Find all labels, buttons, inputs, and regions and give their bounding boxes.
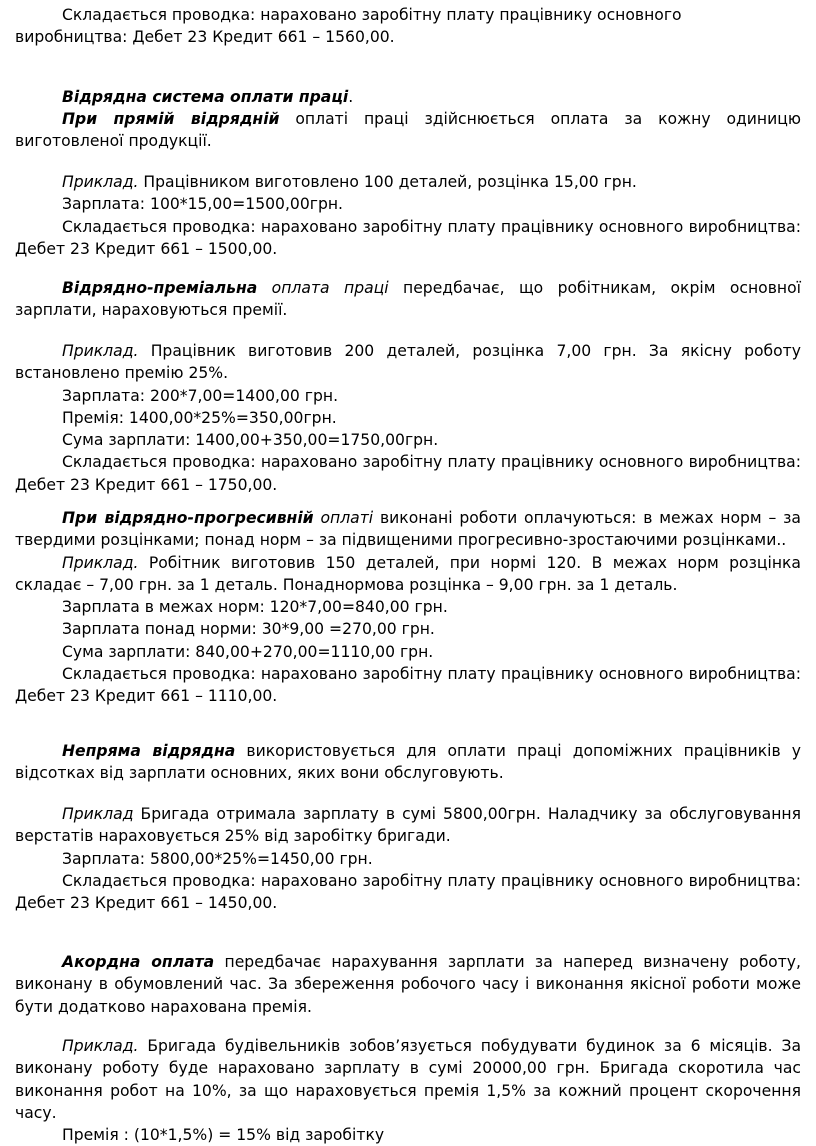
example-label: Приклад. [62,173,139,191]
term-piece-bonus: Відрядно-преміальна [62,279,258,297]
term-indirect-piecework: Непряма відрядна [62,742,236,760]
calc-line: Зарплата: 100*15,00=1500,00грн. [62,195,344,214]
example-text: Робітник виготовив 150 деталей, при нормі 120. В межах норм розцінка складає – 7,00 грн. за 1 деталь. Понаднормова розцінка – 9,00 грн. за 1 деталь. [15,553,801,594]
example-text: Бригада отримала зарплату в сумі 5800,00грн. Наладчику за обслуговування верстатів нараховується 25% від заробітку бригади. [15,805,801,846]
example-text: Бригада будівельників зобов’язується побудувати будинок за 6 місяців. За виконану роботу буде нараховано зарплату в сумі 20000,00 грн. Бригада скоротила час виконання робот на 10%, за що нараховується премія 1,5% за кожний процент скорочення часу. [15,1037,801,1122]
paragraph-entry-1560 [15,4,801,49]
term-suffix: оплаті [313,509,374,527]
paragraph-text: передбачає нарахування зарплати за наперед визначену роботу, виконану в обумовлений час. За збереження робочого часу і виконання якісної роботи може бути додатково нарахована премія. [15,953,801,1016]
example-label: Приклад. [62,553,139,572]
paragraph-text: використовується для оплати праці допоміжних працівників у відсотках від зарплати основних, яких вони обслуговують. [15,742,801,783]
example-label: Приклад. [62,342,139,360]
entry-line: Складається проводка: нараховано заробітну плату працівнику основного виробництва: Дебет 23 Кредит 661 – 1110,00. [15,665,801,706]
example-lump-sum [15,1035,801,1146]
section-heading [15,86,801,108]
paragraph-direct-piecework [15,108,801,153]
calc-line: Сума зарплати: 1400,00+350,00=1750,00грн. [62,431,439,450]
example-text: Працівник виготовив 200 деталей, розцінка 7,00 грн. За якісну роботу встановлено премію 25%. [15,342,801,383]
paragraph-text: передбачає, що робітникам, окрім основної зарплати, нараховуються премії. [15,279,801,320]
paragraph-indirect-piecework [15,740,801,785]
calc-line: Зарплата понад норми: 30*9,00 =270,00 грн. [62,620,435,639]
example-label: Приклад. [62,1037,139,1055]
calc-line: Зарплата в межах норм: 120*7,00=840,00 грн. [62,598,448,617]
text-line: Складається проводка: нараховано заробітну плату працівнику основного [62,6,682,24]
example-indirect [15,803,801,914]
term-lump-sum: Акордна оплата [62,953,215,971]
paragraph-piece-progressive [15,507,801,708]
paragraph-text: виконані роботи оплачуються: в межах норм – за твердими розцінками; понад норм – за підвищеними прогресивно-зростаючими розцінками.. [15,509,801,550]
example-text: Працівником виготовлено 100 деталей, розцінка 15,00 грн. [138,173,637,191]
example-piece-bonus [15,340,801,496]
term-direct-piecework: При прямій відрядній [62,110,280,128]
calc-line: Зарплата: 5800,00*25%=1450,00 грн. [62,849,373,868]
calc-line: Премія: 1400,00*25%=350,00грн. [62,408,337,427]
heading-dot: . [348,88,354,106]
term-piece-progressive: При відрядно-прогресивній [62,509,314,527]
calc-line: Сума зарплати: 840,00+270,00=1110,00 грн. [62,642,434,661]
entry-line: Складається проводка: нараховано заробітну плату працівнику основного виробництва: Дебет 23 Кредит 661 – 1750,00. [15,453,801,494]
text-line: виробництва: Дебет 23 Кредит 661 – 1560,00. [15,28,395,47]
paragraph-text: оплаті праці здійснюється оплата за кожну одиницю виготовленої продукції. [15,110,801,151]
example-label: Приклад [62,805,134,823]
paragraph-lump-sum [15,951,801,1018]
entry-line: Складається проводка: нараховано заробітну плату працівнику основного виробництва: Дебет 23 Кредит 661 – 1450,00. [15,871,801,913]
term-suffix: оплата праці [257,279,389,297]
calc-line: Премія : (10*1,5%) = 15% від заробітку [62,1126,385,1145]
example-direct [15,171,801,260]
section-heading-text: Відрядна система оплати праці [62,88,349,106]
paragraph-piece-bonus [15,277,801,322]
calc-line: Зарплата: 200*7,00=1400,00 грн. [62,386,339,405]
entry-line: Складається проводка: нараховано заробітну плату працівнику основного виробництва: Дебет 23 Кредит 661 – 1500,00. [15,217,801,258]
